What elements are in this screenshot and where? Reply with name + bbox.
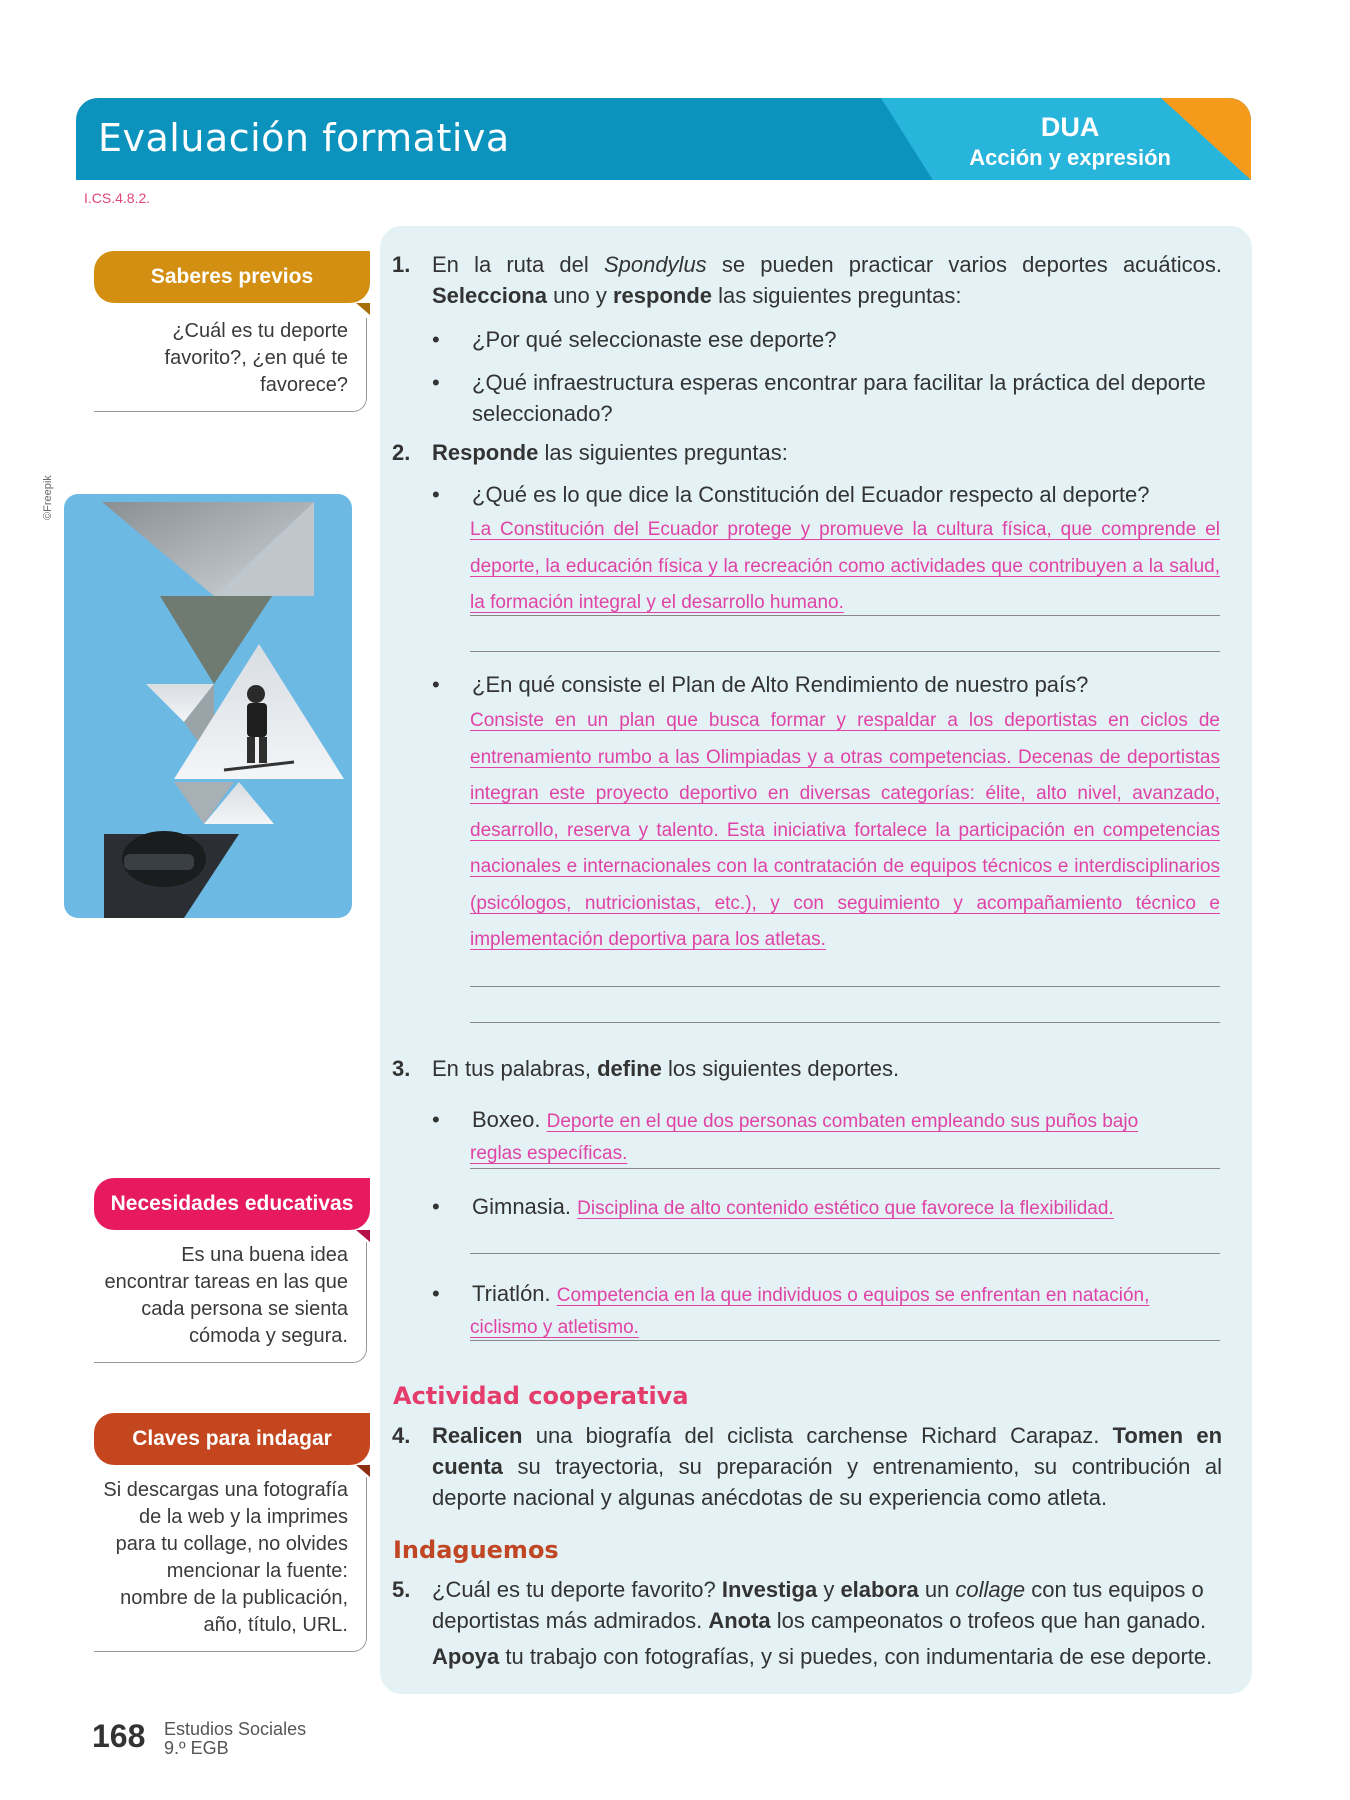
text-run-bold: Responde: [432, 440, 539, 465]
text-run: En tus palabras,: [432, 1056, 598, 1081]
question-text-2: [432, 1641, 1222, 1672]
question-text: [432, 1420, 1222, 1513]
text-run: las siguientes preguntas:: [538, 440, 788, 465]
question-number: 3.: [392, 1056, 411, 1081]
text-run: En la ruta del: [432, 252, 604, 277]
answer-alto-rendimiento: Consiste en un plan que busca formar y respaldar a los deportistas en ciclos de entrenamiento rumbo a las Olimpiadas y a otras competencias. Decenas de deportistas integran este proyecto deportivo en diversas categorías: élite, alto nivel, avanzado, desarrollo, reserva y talento. Esta iniciativa fortalece la participación en competencias nacionales e internacionales con la contratación de equipos técnicos e interdisciplinarios (psicólogos, nutricionistas, etc.), y con seguimiento y acompañamiento técnico e implementación deportiva para los atletas.: [470, 710, 1220, 950]
bullet-dot: •: [432, 672, 440, 697]
text-run-bold: responde: [613, 283, 713, 308]
text-run-bold: define: [597, 1056, 662, 1081]
bullet-text: ¿En qué consiste el Plan de Alto Rendimiento de nuestro país?: [472, 672, 1089, 697]
answer-line: [470, 1168, 1220, 1169]
question-4: [392, 1420, 1222, 1513]
text-run: ¿Cuál es tu deporte favorito?: [432, 1577, 722, 1602]
question-text: [432, 249, 1222, 311]
text-run: un: [918, 1577, 956, 1602]
answer-line: [470, 615, 1220, 616]
text-run: las siguientes preguntas:: [712, 283, 962, 308]
question-number: 1.: [392, 252, 411, 277]
claves-para-indagar-tab: Claves para indagar: [94, 1413, 370, 1465]
bullet-dot: •: [432, 327, 440, 352]
question-2-bullet-1: [432, 479, 1222, 510]
text-run-bold: Tomen en cuenta: [432, 1423, 1223, 1479]
sport-answer: Competencia en la que individuos o equipos se enfrentan en natación,: [556, 1285, 1150, 1306]
sport-answer-continued: ciclismo y atletismo.: [470, 1317, 639, 1338]
text-run: y: [817, 1577, 841, 1602]
text-run: con tus equipos o deportistas más admirados.: [432, 1577, 1204, 1633]
section-header: [76, 98, 1251, 180]
question-number: 2.: [392, 440, 411, 465]
answer-constitution: La Constitución del Ecuador protege y promueve la cultura física, que comprende el deporte, la educación física y la recreación como actividades que contribuyen a la salud, la formación integral y el desarrollo humano.: [470, 519, 1220, 613]
grade-label: 9.º EGB: [164, 1738, 229, 1758]
text-run-bold: elabora: [840, 1577, 919, 1602]
text-run: los campeonatos o trofeos que han ganado.: [770, 1608, 1207, 1633]
answer-line: [470, 1340, 1220, 1341]
dua-subtitle: Acción y expresión: [969, 145, 1171, 170]
bullet-text: ¿Qué infraestructura esperas encontrar para facilitar la práctica del deporte seleccionado?: [472, 370, 1206, 426]
bullet-dot: •: [432, 1194, 440, 1219]
bullet-dot: •: [432, 482, 440, 507]
dua-label: DUA: [1040, 112, 1100, 142]
sport-label: Gimnasia.: [472, 1194, 572, 1219]
text-run: una biografía del ciclista carchense Richard Carapaz.: [522, 1423, 1113, 1448]
definition-triatlon: [432, 1278, 1222, 1311]
definition-boxeo: [432, 1104, 1222, 1137]
subject-name: Estudios Sociales: [164, 1719, 307, 1739]
question-1-bullet-1: [432, 324, 1222, 355]
question-text: [432, 437, 1222, 468]
winter-sports-collage: [64, 494, 352, 918]
bullet-dot: •: [432, 370, 440, 395]
question-number: 5.: [392, 1577, 411, 1602]
sport-answer: Deporte en el que dos personas combaten empleando sus puños bajo: [546, 1111, 1139, 1132]
bullet-dot: •: [432, 1107, 440, 1132]
text-run: su trayectoria, su preparación y entrenamiento, su contribución al deporte nacional y algunas anécdotas de su experiencia como atleta.: [432, 1454, 1222, 1510]
page-number: 168: [92, 1718, 146, 1754]
sport-label: Triatlón.: [472, 1281, 551, 1306]
text-run-bold: Apoya: [432, 1644, 500, 1669]
text-run: tu trabajo con fotografías, y si puedes, con indumentaria de ese deporte.: [499, 1644, 1213, 1669]
text-run-bold: Investiga: [721, 1577, 818, 1602]
section-title: Evaluación formativa: [98, 116, 510, 160]
text-run-bold: Anota: [708, 1608, 771, 1633]
answer-line: [470, 651, 1220, 652]
text-run: se pueden practicar varios deportes acuáticos.: [706, 252, 1222, 277]
question-1: [392, 249, 1222, 311]
question-2: [392, 437, 1222, 468]
saberes-previos-text: ¿Cuál es tu deporte favorito?, ¿en qué te favorece?: [94, 318, 367, 412]
answer-line: [470, 986, 1220, 987]
text-run-bold: Selecciona: [432, 283, 547, 308]
definition-row: [472, 1278, 1222, 1311]
question-5: [392, 1574, 1222, 1672]
definition-row: [472, 1191, 1222, 1224]
dua-label-block: [969, 112, 1171, 171]
sport-label: Boxeo.: [472, 1107, 541, 1132]
bullet-text: ¿Qué es lo que dice la Constitución del Ecuador respecto al deporte?: [472, 482, 1150, 507]
question-1-bullet-2: [432, 367, 1222, 429]
question-text: [432, 1053, 1222, 1084]
text-run-bold: Realicen: [432, 1423, 523, 1448]
bullet-text: ¿Por qué seleccionaste ese deporte?: [472, 327, 837, 352]
footer-subject: [164, 1720, 306, 1758]
bullet-dot: •: [432, 1281, 440, 1306]
photo-credit: ©Freepik: [42, 475, 54, 520]
text-run: los siguientes deportes.: [661, 1056, 900, 1081]
indaguemos-heading: Indaguemos: [393, 1536, 559, 1564]
question-number: 4.: [392, 1423, 411, 1448]
collage-image: [64, 494, 352, 918]
answer-line: [470, 1253, 1220, 1254]
text-run-italic: collage: [955, 1577, 1026, 1602]
answer-line: [470, 1022, 1220, 1023]
necesidades-educativas-text: Es una buena idea encontrar tareas en las que cada persona se sienta cómoda y segura.: [94, 1242, 367, 1363]
claves-para-indagar-text: Si descargas una fotografía de la web y la imprimes para tu collage, no olvides mencionar la fuente: nombre de la publicación, año, título, URL.: [94, 1477, 367, 1652]
text-run-italic: Spondylus: [603, 252, 707, 277]
saberes-previos-tab: Saberes previos: [94, 251, 370, 303]
question-text: [432, 1574, 1222, 1636]
question-3: [392, 1053, 1222, 1084]
text-run: uno y: [546, 283, 613, 308]
necesidades-educativas-tab: Necesidades educativas: [94, 1178, 370, 1230]
sport-answer-continued: reglas específicas.: [470, 1143, 628, 1164]
sport-answer: Disciplina de alto contenido estético que favorece la flexibilidad.: [577, 1198, 1114, 1219]
definition-row: [472, 1104, 1222, 1137]
indicator-code: I.CS.4.8.2.: [84, 190, 151, 206]
question-2-bullet-2: [432, 669, 1222, 700]
actividad-cooperativa-heading: Actividad cooperativa: [393, 1382, 689, 1410]
definition-gimnasia: [432, 1191, 1222, 1224]
